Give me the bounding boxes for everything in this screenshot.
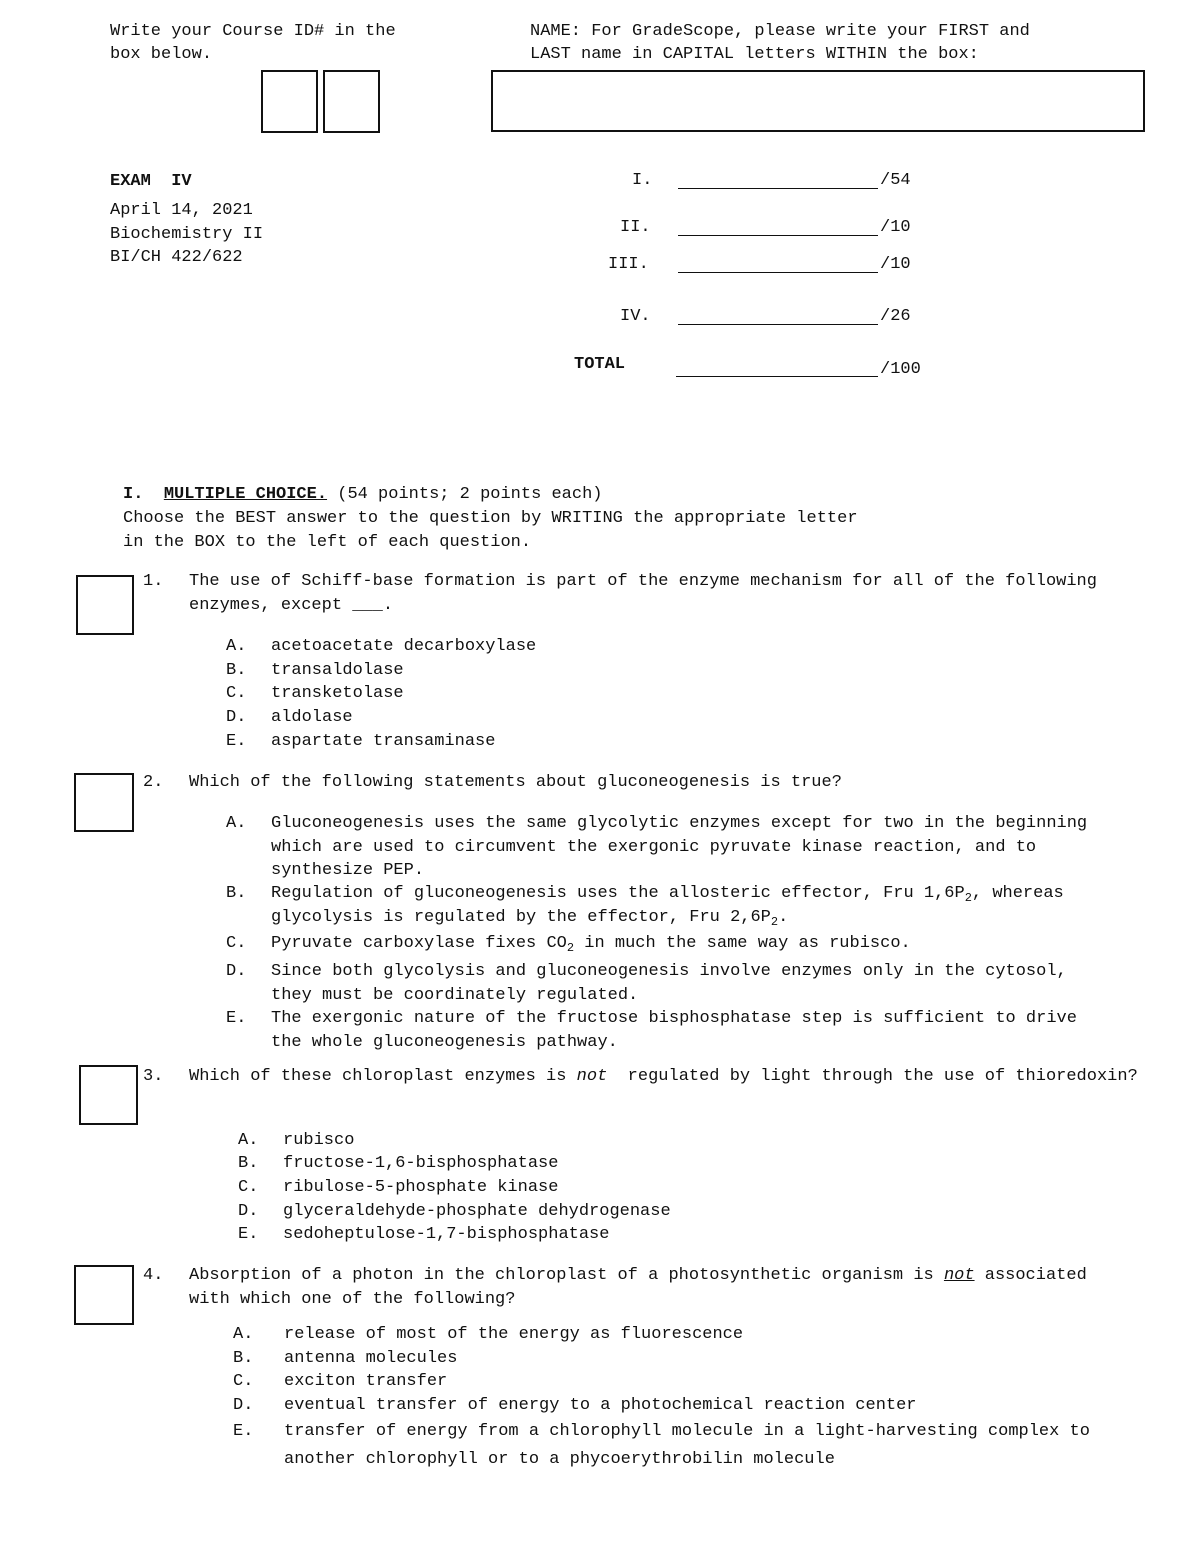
- name-box[interactable]: [491, 70, 1145, 132]
- score-line[interactable]: [678, 324, 878, 325]
- option-letter: A.: [226, 637, 247, 656]
- section-points: (54 points; 2 points each): [327, 485, 603, 504]
- option-text: ribulose-5-phosphate kinase: [283, 1178, 559, 1197]
- question-stem: The use of Schiff-base formation is part of the enzyme mechanism for all of the following enzymes, except ___.: [189, 572, 1097, 615]
- option-text: aspartate transaminase: [271, 732, 496, 751]
- score-line[interactable]: [678, 188, 878, 189]
- option-letter: C.: [238, 1178, 259, 1197]
- question-stem: Absorption of a photon in the chloroplast of a photosynthetic organism is not associated with which one of the following?: [189, 1266, 1087, 1309]
- option-text: glyceraldehyde-phosphate dehydrogenase: [283, 1202, 671, 1221]
- option-text: fructose-1,6-bisphosphatase: [283, 1154, 559, 1173]
- option-letter: A.: [233, 1325, 254, 1344]
- score-max: /54: [880, 171, 911, 190]
- option-letter: B.: [226, 884, 247, 903]
- exam-course: Biochemistry II: [110, 225, 264, 244]
- option-text: Pyruvate carboxylase fixes $CO_2$ in much the same way as rubisco.: [271, 934, 911, 955]
- name-prompt-line1: NAME: For GradeScope, please write your FIRST and: [530, 22, 1030, 41]
- question-number: 3.: [143, 1067, 164, 1086]
- option-letter: C.: [226, 684, 247, 703]
- course-id-prompt-line2: box below.: [110, 45, 213, 64]
- section-heading: [123, 483, 603, 506]
- section-numeral: I.: [123, 485, 144, 504]
- option-text: release of most of the energy as fluorescence: [284, 1325, 744, 1344]
- score-max: /26: [880, 307, 911, 326]
- course-id-box-1[interactable]: [261, 70, 318, 133]
- option-letter: D.: [238, 1202, 259, 1221]
- option-letter: D.: [226, 708, 247, 727]
- score-max-total: /100: [880, 360, 921, 379]
- question-stem: Which of these chloroplast enzymes is not regulated by light through the use of thioredoxin?: [189, 1067, 1138, 1086]
- exam-title: EXAM IV: [110, 172, 192, 191]
- section-instructions-line1: Choose the BEST answer to the question by WRITING the appropriate letter: [123, 509, 858, 528]
- score-line-total[interactable]: [676, 376, 878, 377]
- option-letter: D.: [233, 1396, 254, 1415]
- score-label: II.: [620, 218, 651, 237]
- section-instructions-line2: in the BOX to the left of each question.: [123, 533, 532, 552]
- question-number: 1.: [143, 572, 164, 591]
- option-letter: E.: [238, 1225, 259, 1244]
- option-letter: E.: [226, 1009, 247, 1028]
- question-number: 4.: [143, 1266, 164, 1285]
- option-text: acetoacetate decarboxylase: [271, 637, 537, 656]
- course-id-prompt-line1: Write your Course ID# in the: [110, 22, 396, 41]
- option-text: sedoheptulose-1,7-bisphosphatase: [283, 1225, 610, 1244]
- option-text: aldolase: [271, 708, 353, 727]
- option-letter: C.: [226, 934, 247, 953]
- option-letter: A.: [238, 1131, 259, 1150]
- score-line[interactable]: [678, 272, 878, 273]
- score-label: I.: [632, 171, 653, 190]
- score-line[interactable]: [678, 235, 878, 236]
- option-letter: E.: [226, 732, 247, 751]
- exam-code: BI/CH 422/622: [110, 248, 243, 267]
- answer-box[interactable]: [79, 1065, 138, 1125]
- option-text: Since both glycolysis and gluconeogenesis involve enzymes only in the cytosol, they must be coordinately regulated.: [271, 962, 1067, 1005]
- answer-box[interactable]: [74, 1265, 134, 1325]
- score-label-total: TOTAL: [574, 355, 626, 374]
- question-stem: Which of the following statements about gluconeogenesis is true?: [189, 773, 842, 792]
- option-letter: B.: [233, 1349, 254, 1368]
- option-letter: C.: [233, 1372, 254, 1391]
- option-text: Gluconeogenesis uses the same glycolytic enzymes except for two in the beginning which are used to circumvent the exergonic pyruvate kinase reaction, and to synthesize PEP.: [271, 814, 1088, 880]
- option-text: antenna molecules: [284, 1349, 458, 1368]
- option-letter: A.: [226, 814, 247, 833]
- score-label: IV.: [620, 307, 651, 326]
- score-max: /10: [880, 218, 911, 237]
- option-text: transfer of energy from a chlorophyll molecule in a light-harvesting complex to another chlorophyll or to a phycoerythrobilin molecule: [284, 1422, 1090, 1469]
- option-text: transaldolase: [271, 661, 404, 680]
- option-text: transketolase: [271, 684, 404, 703]
- answer-box[interactable]: [74, 773, 134, 832]
- option-text: The exergonic nature of the fructose bisphosphatase step is sufficient to drive the whole gluconeogenesis pathway.: [271, 1009, 1077, 1052]
- exam-date: April 14, 2021: [110, 201, 253, 220]
- section-title: MULTIPLE CHOICE.: [163, 485, 328, 504]
- course-id-box-2[interactable]: [323, 70, 380, 133]
- option-letter: B.: [238, 1154, 259, 1173]
- score-label: III.: [608, 255, 649, 274]
- option-text: Regulation of gluconeogenesis uses the allosteric effector, Fru $1,6P_2$, whereas glycolysis is regulated by the effector, Fru $2,6P_2$.: [271, 884, 1064, 929]
- option-text: rubisco: [283, 1131, 355, 1150]
- answer-box[interactable]: [76, 575, 134, 635]
- name-prompt-line2: LAST name in CAPITAL letters WITHIN the box:: [530, 45, 979, 64]
- option-letter: D.: [226, 962, 247, 981]
- question-number: 2.: [143, 773, 164, 792]
- option-text: exciton transfer: [284, 1372, 448, 1391]
- option-text: eventual transfer of energy to a photochemical reaction center: [284, 1396, 917, 1415]
- option-letter: B.: [226, 661, 247, 680]
- option-letter: E.: [233, 1422, 254, 1441]
- score-max: /10: [880, 255, 911, 274]
